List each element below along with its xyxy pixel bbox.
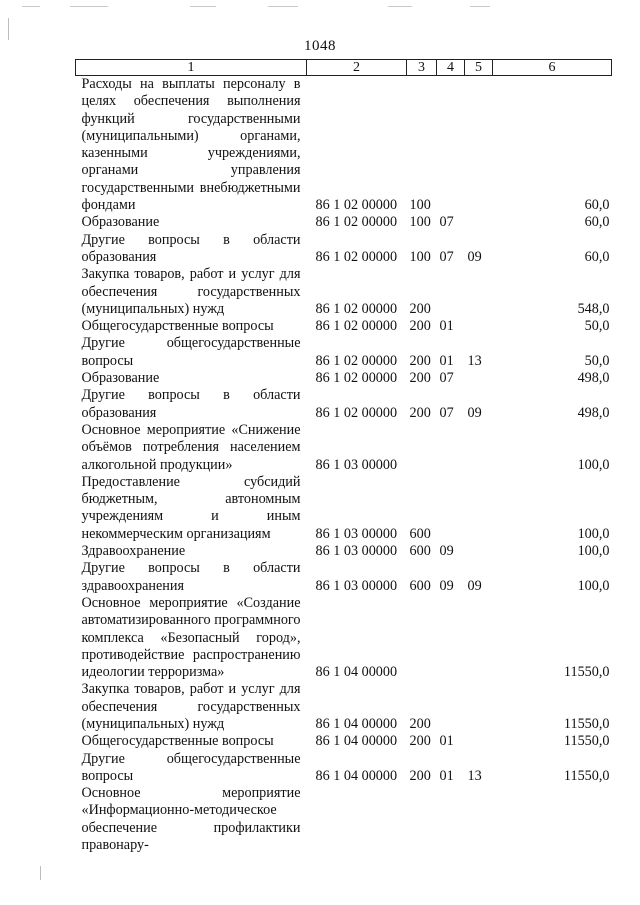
scan-edge-mark xyxy=(40,866,41,880)
row-amount: 498,0 xyxy=(577,370,610,387)
row-name: Здравоохранение xyxy=(81,543,186,560)
row-code: 86 1 03 00000 xyxy=(315,456,398,473)
row-amount: 548,0 xyxy=(577,300,610,317)
row-col-4: 01 xyxy=(439,352,454,369)
table-row xyxy=(76,370,612,387)
row-name: Закупка товаров, работ и услуг для обеспечения государственных (муниципальных) нужд xyxy=(81,681,301,732)
scan-edge-marks xyxy=(0,6,640,10)
header-col-4: 4 xyxy=(437,60,465,76)
table-row xyxy=(76,733,612,750)
row-code: 86 1 04 00000 xyxy=(315,664,398,681)
row-amount: 11550,0 xyxy=(563,767,610,784)
row-col-4 xyxy=(437,266,465,318)
row-code: 86 1 04 00000 xyxy=(315,715,398,732)
row-col-3: 200 xyxy=(409,300,431,317)
row-col-3: 100 xyxy=(409,214,431,231)
row-name: Другие вопросы в области образования xyxy=(81,231,301,265)
header-col-3: 3 xyxy=(407,60,437,76)
row-col-4 xyxy=(437,76,465,215)
row-col-5: 09 xyxy=(467,404,482,421)
table-body xyxy=(76,76,612,855)
row-code: 86 1 02 00000 xyxy=(315,318,398,335)
row-col-5 xyxy=(465,474,493,543)
row-amount xyxy=(493,785,612,854)
row-col-3: 600 xyxy=(409,525,431,542)
table-row xyxy=(76,214,612,231)
table-row xyxy=(76,595,612,681)
row-col-4: 09 xyxy=(439,577,454,594)
row-amount: 60,0 xyxy=(584,197,610,214)
row-code: 86 1 02 00000 xyxy=(315,404,398,421)
row-name: Основное мероприятие «Информационно-методическое обеспечение профилактики правонару- xyxy=(81,785,301,854)
row-col-4 xyxy=(437,474,465,543)
row-col-3: 200 xyxy=(409,318,431,335)
row-col-3: 200 xyxy=(409,767,431,784)
header-row xyxy=(76,60,612,76)
row-col-3 xyxy=(407,785,437,854)
row-code: 86 1 02 00000 xyxy=(315,248,398,265)
row-col-5 xyxy=(465,785,493,854)
row-col-4: 07 xyxy=(439,404,454,421)
row-code: 86 1 02 00000 xyxy=(315,197,398,214)
row-col-3 xyxy=(407,595,437,681)
row-col-3: 600 xyxy=(409,577,431,594)
row-col-4: 01 xyxy=(439,767,454,784)
row-code xyxy=(307,785,407,854)
row-col-4: 07 xyxy=(439,248,454,265)
row-col-5 xyxy=(465,595,493,681)
row-name: Основное мероприятие «Снижение объёмов потребления населением алкогольной продукции» xyxy=(81,421,301,473)
row-name: Другие общегосударственные вопросы xyxy=(81,335,301,369)
table-row xyxy=(76,474,612,543)
page-number: 1048 xyxy=(304,38,336,54)
row-name: Общегосударственные вопросы xyxy=(81,733,274,750)
row-col-5 xyxy=(465,422,493,474)
table-row xyxy=(76,785,612,854)
row-name: Образование xyxy=(81,214,160,231)
row-col-5 xyxy=(465,681,493,733)
table-row xyxy=(76,335,612,370)
row-col-5 xyxy=(465,370,493,387)
header-col-2: 2 xyxy=(307,60,407,76)
row-col-4: 07 xyxy=(439,370,454,387)
row-col-3 xyxy=(407,422,437,474)
row-col-5: 09 xyxy=(467,248,482,265)
row-amount: 100,0 xyxy=(577,456,610,473)
row-amount: 100,0 xyxy=(577,543,610,560)
row-col-4 xyxy=(437,681,465,733)
row-col-4 xyxy=(437,595,465,681)
row-code: 86 1 03 00000 xyxy=(315,577,398,594)
row-col-5 xyxy=(465,266,493,318)
row-col-5: 13 xyxy=(467,767,482,784)
row-code: 86 1 02 00000 xyxy=(315,370,398,387)
row-code: 86 1 02 00000 xyxy=(315,352,398,369)
table-header xyxy=(76,60,612,76)
row-col-5 xyxy=(465,76,493,215)
row-name: Другие вопросы в области здравоохранения xyxy=(81,560,301,594)
row-amount: 50,0 xyxy=(584,352,610,369)
row-amount: 11550,0 xyxy=(563,664,610,681)
table-row xyxy=(76,387,612,422)
row-name: Другие вопросы в области образования xyxy=(81,387,301,421)
row-amount: 11550,0 xyxy=(563,733,610,750)
row-code: 86 1 04 00000 xyxy=(315,733,398,750)
row-name: Основное мероприятие «Создание автоматизированного программного комплекса «Безопасный город», противодействие распространению идеологии терроризма» xyxy=(81,594,301,681)
row-col-5 xyxy=(465,318,493,335)
row-code: 86 1 03 00000 xyxy=(315,543,398,560)
row-col-5: 09 xyxy=(467,577,482,594)
row-code: 86 1 03 00000 xyxy=(315,525,398,542)
row-col-5: 13 xyxy=(467,352,482,369)
row-col-4: 01 xyxy=(439,733,454,750)
row-col-4 xyxy=(437,422,465,474)
row-amount: 100,0 xyxy=(577,525,610,542)
table-row xyxy=(76,681,612,733)
table-row xyxy=(76,560,612,595)
row-col-3: 200 xyxy=(409,733,431,750)
row-name: Образование xyxy=(81,370,160,387)
table-row xyxy=(76,232,612,267)
row-amount: 50,0 xyxy=(584,318,610,335)
row-col-5 xyxy=(465,214,493,231)
row-col-3: 200 xyxy=(409,352,431,369)
table-row xyxy=(76,318,612,335)
scan-edge-mark xyxy=(8,18,9,40)
row-code: 86 1 02 00000 xyxy=(315,214,398,231)
table-row xyxy=(76,422,612,474)
row-name: Предоставление субсидий бюджетным, автономным учреждениям и иным некоммерческим организациям xyxy=(81,473,301,542)
header-col-1: 1 xyxy=(76,60,307,76)
table-row xyxy=(76,543,612,560)
row-code: 86 1 04 00000 xyxy=(315,767,398,784)
row-col-3: 200 xyxy=(409,404,431,421)
row-col-3: 100 xyxy=(409,197,431,214)
row-col-5 xyxy=(465,543,493,560)
table-row xyxy=(76,76,612,215)
row-amount: 60,0 xyxy=(584,248,610,265)
row-col-4: 07 xyxy=(439,214,454,231)
row-col-3: 200 xyxy=(409,370,431,387)
header-col-5: 5 xyxy=(465,60,493,76)
budget-table xyxy=(75,59,612,854)
header-col-6: 6 xyxy=(493,60,612,76)
row-code: 86 1 02 00000 xyxy=(315,300,398,317)
row-amount: 60,0 xyxy=(584,214,610,231)
row-name: Расходы на выплаты персоналу в целях обеспечения выполнения функций государственными (муниципальными) органами, казенными учреждениями, органами управления государственными внебюджетными фондами xyxy=(81,76,301,214)
row-col-3: 200 xyxy=(409,715,431,732)
row-col-3: 100 xyxy=(409,248,431,265)
row-amount: 11550,0 xyxy=(563,715,610,732)
row-col-4: 01 xyxy=(439,318,454,335)
row-col-3: 600 xyxy=(409,543,431,560)
row-col-4 xyxy=(437,785,465,854)
row-name: Закупка товаров, работ и услуг для обеспечения государственных (муниципальных) нужд xyxy=(81,266,301,317)
row-amount: 498,0 xyxy=(577,404,610,421)
row-col-4: 09 xyxy=(439,543,454,560)
row-name: Общегосударственные вопросы xyxy=(81,318,274,335)
row-amount: 100,0 xyxy=(577,577,610,594)
row-name: Другие общегосударственные вопросы xyxy=(81,750,301,784)
table-row xyxy=(76,266,612,318)
table-row xyxy=(76,751,612,786)
row-col-5 xyxy=(465,733,493,750)
